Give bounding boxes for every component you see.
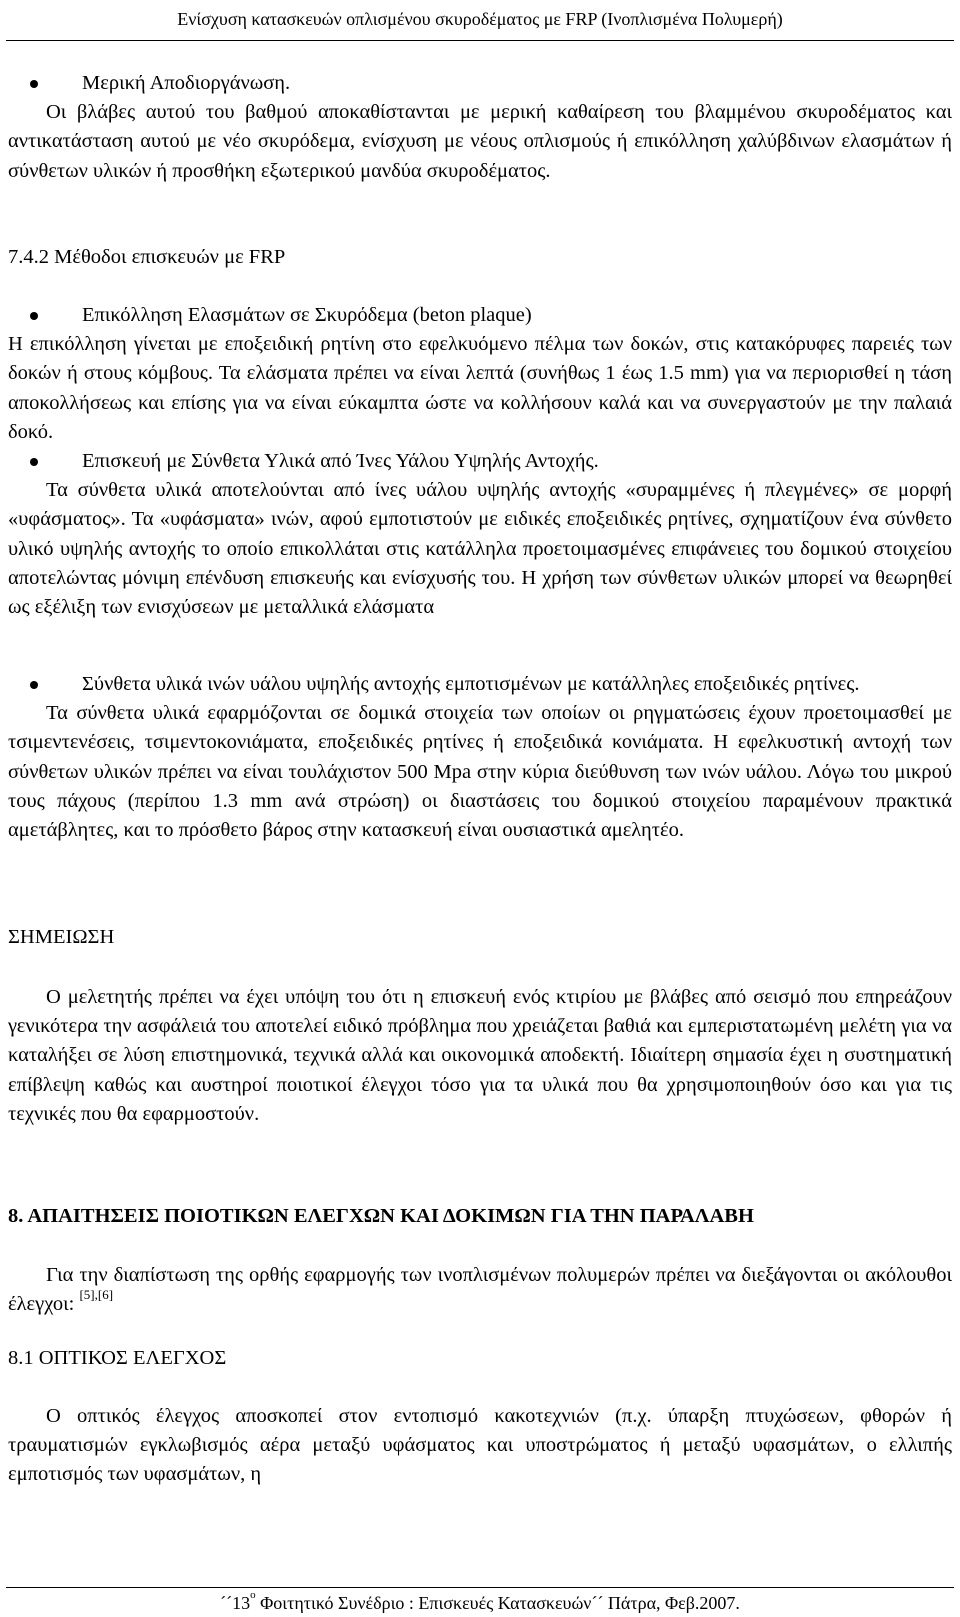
- bullet-title: Σύνθετα υλικά ινών υάλου υψηλής αντοχής εμποτισμένων με κατάλληλες εποξειδικές ρητίνες.: [82, 673, 860, 695]
- bullet-icon: [30, 458, 38, 466]
- footer-quote-open: ´´: [220, 1593, 233, 1613]
- paragraph: Τα σύνθετα υλικά εφαρμόζονται σε δομικά στοιχεία των οποίων οι ρηγματώσεις έχουν προετοιμασθεί με τσιμεντενέσεις, τσιμεντοκονιάματα, εποξειδικές ρητίνες ή εποξειδικά κονιάματα. Η εφελκυστική αντοχή των σύνθετων υλικών πρέπει να είναι τουλάχιστον 500 Mpa στην κύρια διεύθυνση των ινών υάλου. Λόγω του μικρού τους πάχους (περίπου 1.3 mm ανά στρώση) οι διαστάσεις του δομικού στοιχείου παραμένουν πρακτικά αμετάβλητες, και το πρόσθετο βάρος στην κατασκευή είναι ουσιαστικά αμελητέο.: [8, 702, 952, 842]
- bullet-title: Μερική Αποδιοργάνωση.: [82, 72, 291, 94]
- header-rule: [6, 40, 954, 41]
- note-paragraph: Ο μελετητής πρέπει να έχει υπόψη του ότι η επισκευή ενός κτιρίου με βλάβες από σεισμό που επηρεάζουν γενικότερα την ασφάλειά του αποτελεί ειδικό πρόβλημα που χρειάζεται βαθιά και εμπεριστατωμένη μελέτη για να καταλήξει σε λύση επιστημονικά, τεχνικά αλλά και οικονομικά αποδεκτή. Ιδιαίτερη σημασία έχει η συστηματική επίβλεψη καθώς και αυστηροί ποιοτικοί έλεγχοι τόσο για τα υλικά που θα χρησιμοποιηθούν όσο και για τις τεχνικές που θα εφαρμοστούν.: [8, 986, 952, 1125]
- section-7-4-2: [8, 243, 952, 272]
- subsection-8-1-body: [8, 1402, 952, 1490]
- section-partial-disorganization: [8, 69, 952, 186]
- subsection-paragraph: Ο οπτικός έλεγχος αποσκοπεί στον εντοπισμό κακοτεχνιών (π.χ. ύπαρξη πτυχώσεων, φθορών ή τραυματισμών εγκλωβισμός αέρα μεταξύ υφάσματος και υποστρώματος ή μεταξύ υφασμάτων, ο ελλιπής εμποτισμός των υφασμάτων, η: [8, 1405, 952, 1486]
- chapter-8-intro-block: [8, 1261, 952, 1319]
- bullet-title: Επικόλληση Ελασμάτων σε Σκυρόδεμα (beton plaque): [82, 304, 532, 326]
- bullet-item: [8, 670, 952, 699]
- paragraph: Η επικόλληση γίνεται με εποξειδική ρητίνη στο εφελκυόμενο πέλμα των δοκών, στις κατακόρυφες παρειές των δοκών ή στους κόμβους. Τα ελάσματα πρέπει να είναι λεπτά (συνήθως 1 έως 1.5 mm) για να περιορισθεί η τάση αποκολλήσεως και επίσης για να είναι εύκαμπτα ώστε να κολλήσουν καλά και να συνεργαστούν με την παλαιά δοκό.: [8, 333, 952, 443]
- note-heading: ΣΗΜΕΙΩΣΗ: [8, 926, 115, 948]
- footer-ordinal-suffix: ο: [250, 1589, 256, 1601]
- note-block: [8, 983, 952, 1129]
- running-footer: [0, 1589, 960, 1614]
- bullet-icon: [30, 312, 38, 320]
- footer-text: Φοιτητικό Συνέδριο : Επισκευές Κατασκευών´´ Πάτρα, Φεβ.2007.: [255, 1593, 740, 1613]
- running-header: Ενίσχυση κατασκευών οπλισμένου σκυροδέματος με FRP (Ινοπλισμένα Πολυμερή): [177, 9, 783, 29]
- note-heading-block: [8, 923, 952, 952]
- section-7-4-2-body: [8, 301, 952, 622]
- footer-rule: [6, 1587, 954, 1588]
- bullet-item: [8, 301, 952, 330]
- section-heading: 7.4.2 Μέθοδοι επισκευών με FRP: [8, 246, 286, 268]
- chapter-intro-text: Για την διαπίστωση της ορθής εφαρμογής των ινοπλισμένων πολυμερών πρέπει να διεξάγονται οι ακόλουθοι έλεγχοι:: [8, 1264, 952, 1316]
- chapter-8-heading-block: [8, 1202, 952, 1231]
- paragraph: Τα σύνθετα υλικά αποτελούνται από ίνες υάλου υψηλής αντοχής «συραμμένες ή πλεγμένες» σε μορφή «υφάσματος». Τα «υφάσματα» ινών, αφού εμποτιστούν με ειδικές εποξειδικές ρητίνες, σχηματίζουν ένα σύνθετο υλικό υψηλής αντοχής το οποίο επικολλάται στις κατάλληλα προετοιμασμένες επιφάνειες του δομικού στοιχείου αποτελώντας μόνιμη επένδυση επισκευής και ενίσχυσής του. Η χρήση των σύνθετων υλικών μπορεί να θεωρηθεί ως εξέλιξη των ενισχύσεων με μεταλλικά ελάσματα: [8, 479, 952, 619]
- paragraph: Οι βλάβες αυτού του βαθμού αποκαθίστανται με μερική καθαίρεση του βλαμμένου σκυροδέματος και αντικατάσταση αυτού με νέο σκυρόδεμα, ενίσχυση με νέους οπλισμούς ή επικόλληση χαλύβδινων ελασμάτων ή σύνθετων υλικών ή προσθήκη εξωτερικού μανδύα σκυροδέματος.: [8, 101, 952, 182]
- bullet-item: [8, 447, 952, 476]
- chapter-heading: 8. ΑΠΑΙΤΗΣΕΙΣ ΠΟΙΟΤΙΚΩΝ ΕΛΕΓΧΩΝ ΚΑΙ ΔΟΚΙΜΩΝ ΓΙΑ ΤΗΝ ΠΑΡΑΛΑΒΗ: [8, 1205, 754, 1227]
- bullet-item: [8, 69, 952, 98]
- citation-refs: [5],[6]: [79, 1287, 114, 1303]
- section-glass-fiber: [8, 670, 952, 845]
- subsection-8-1-heading-block: [8, 1344, 952, 1373]
- subsection-heading: 8.1 ΟΠΤΙΚΟΣ ΕΛΕΓΧΟΣ: [8, 1347, 227, 1369]
- chapter-intro: [8, 1261, 952, 1319]
- footer-ordinal: 13: [232, 1593, 251, 1613]
- bullet-icon: [30, 80, 38, 88]
- bullet-title: Επισκευή με Σύνθετα Υλικά από Ίνες Υάλου Υψηλής Αντοχής.: [82, 450, 599, 473]
- bullet-icon: [30, 681, 38, 689]
